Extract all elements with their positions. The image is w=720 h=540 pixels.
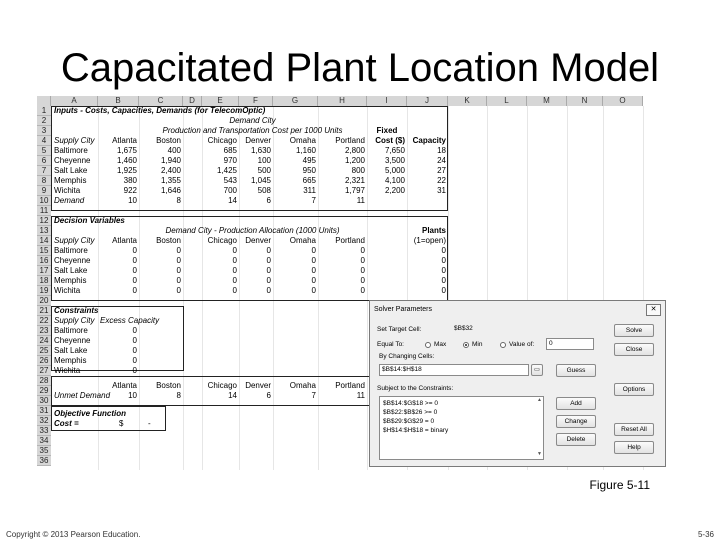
- cost-cell[interactable]: 495: [302, 156, 316, 165]
- prod-cost-label[interactable]: Production and Transportation Cost per 1000 Units: [162, 126, 343, 135]
- max-label: Max: [434, 341, 447, 348]
- cost-cell[interactable]: 1,940: [160, 156, 181, 165]
- supply-city-label[interactable]: Supply City: [54, 236, 95, 245]
- constraint-item[interactable]: $H$14:$H$18 = binary: [383, 427, 449, 434]
- capacity-cell[interactable]: 27: [437, 166, 446, 175]
- row-header[interactable]: 33: [37, 426, 51, 436]
- row-header[interactable]: 12: [37, 216, 51, 226]
- slide-title: Capacitated Plant Location Model: [60, 46, 660, 90]
- row-header[interactable]: 16: [37, 256, 51, 266]
- equal-to-label: Equal To:: [377, 341, 404, 348]
- city-header[interactable]: Boston: [156, 136, 181, 145]
- alloc-label[interactable]: Demand City - Production Allocation (1000 Units): [165, 226, 340, 235]
- cost-label[interactable]: Cost =: [54, 419, 79, 428]
- reset-all-button[interactable]: Reset All: [614, 423, 654, 436]
- city-header[interactable]: Atlanta: [112, 136, 137, 145]
- decision-section-title[interactable]: Decision Variables: [54, 216, 125, 225]
- capacity-cell[interactable]: 24: [437, 156, 446, 165]
- row-header[interactable]: 17: [37, 266, 51, 276]
- alloc-cell[interactable]: 0: [176, 286, 181, 295]
- value-of-input[interactable]: 0: [546, 338, 594, 350]
- cost-cell[interactable]: 1,200: [344, 156, 365, 165]
- supply-city[interactable]: Wichita: [54, 286, 81, 295]
- supply-city-label[interactable]: Supply City: [54, 136, 95, 145]
- row-header[interactable]: 32: [37, 416, 51, 426]
- column-header[interactable]: J: [407, 96, 448, 106]
- cost-cell[interactable]: 685: [223, 146, 237, 155]
- demand-cell[interactable]: 11: [356, 196, 365, 205]
- fixed-cost-cell[interactable]: 7,650: [384, 146, 405, 155]
- row-header[interactable]: 2: [37, 116, 51, 126]
- alloc-cell[interactable]: 0: [232, 286, 237, 295]
- fixed-cost-cell[interactable]: 5,000: [384, 166, 405, 175]
- row-header[interactable]: 19: [37, 286, 51, 296]
- alloc-cell[interactable]: 0: [266, 266, 271, 275]
- column-header[interactable]: G: [273, 96, 318, 106]
- row-header[interactable]: 1: [37, 106, 51, 116]
- alloc-cell[interactable]: 0: [176, 256, 181, 265]
- alloc-cell[interactable]: 0: [232, 276, 237, 285]
- plants-label[interactable]: Plants: [421, 226, 446, 235]
- supply-city[interactable]: Baltimore: [54, 246, 88, 255]
- alloc-cell[interactable]: 0: [360, 256, 365, 265]
- cost-cell[interactable]: 2,321: [344, 176, 365, 185]
- cost-value[interactable]: -: [148, 419, 151, 428]
- close-button[interactable]: Close: [614, 343, 654, 356]
- fixed-cost-cell[interactable]: 3,500: [384, 156, 405, 165]
- alloc-cell[interactable]: 0: [360, 266, 365, 275]
- supply-city[interactable]: Cheyenne: [54, 256, 91, 265]
- alloc-cell[interactable]: 0: [232, 246, 237, 255]
- row-header[interactable]: 31: [37, 406, 51, 416]
- cost-cell[interactable]: 311: [303, 186, 316, 195]
- row-header[interactable]: 11: [37, 206, 51, 216]
- demand-cell[interactable]: 7: [311, 196, 316, 205]
- figure-label: Figure 5-11: [589, 478, 650, 492]
- row-header[interactable]: 9: [37, 186, 51, 196]
- cost-cell[interactable]: 700: [223, 186, 237, 195]
- min-radio[interactable]: [463, 342, 469, 348]
- unmet-cell[interactable]: 14: [228, 391, 237, 400]
- row-header[interactable]: 26: [37, 356, 51, 366]
- column-header[interactable]: E: [202, 96, 239, 106]
- city-header[interactable]: Omaha: [289, 136, 316, 145]
- set-target-label: Set Target Cell:: [377, 326, 422, 333]
- cost-cell[interactable]: 1,045: [250, 176, 271, 185]
- excess-capacity-label[interactable]: Excess Capacity: [100, 316, 160, 325]
- cost-cell[interactable]: 1,630: [250, 146, 271, 155]
- column-header[interactable]: O: [603, 96, 643, 106]
- city-header[interactable]: Chicago: [207, 381, 237, 390]
- solver-title: Solver Parameters: [374, 306, 432, 313]
- alloc-cell[interactable]: 0: [311, 256, 316, 265]
- value-of-label: Value of:: [509, 341, 535, 348]
- min-label: Min: [472, 341, 483, 348]
- column-header[interactable]: L: [487, 96, 527, 106]
- cost-cell[interactable]: 665: [302, 176, 316, 185]
- change-button[interactable]: Change: [556, 415, 596, 428]
- demand-cell[interactable]: 10: [128, 196, 137, 205]
- row-header[interactable]: 10: [37, 196, 51, 206]
- cost-cell[interactable]: 500: [257, 166, 271, 175]
- scroll-down-icon[interactable]: ▼: [537, 451, 542, 457]
- unmet-cell[interactable]: 10: [128, 391, 137, 400]
- city-header[interactable]: Atlanta: [112, 236, 137, 245]
- city-header[interactable]: Denver: [245, 381, 271, 390]
- alloc-cell[interactable]: 0: [266, 246, 271, 255]
- city-header[interactable]: Denver: [245, 136, 271, 145]
- supply-city[interactable]: Memphis: [54, 176, 87, 185]
- alloc-cell[interactable]: 0: [132, 276, 137, 285]
- cost-cell[interactable]: 1,925: [116, 166, 137, 175]
- column-header[interactable]: C: [139, 96, 183, 106]
- fixed-cost-label[interactable]: Cost ($): [375, 136, 405, 145]
- row-header[interactable]: 20: [37, 296, 51, 306]
- alloc-cell[interactable]: 0: [311, 246, 316, 255]
- city-header[interactable]: Portland: [335, 236, 365, 245]
- cost-cell[interactable]: 543: [223, 176, 237, 185]
- page-number: 5-36: [697, 530, 714, 539]
- alloc-cell[interactable]: 0: [360, 286, 365, 295]
- capacity-cell[interactable]: 22: [437, 176, 446, 185]
- row-header[interactable]: 25: [37, 346, 51, 356]
- row-header[interactable]: 28: [37, 376, 51, 386]
- guess-button[interactable]: Guess: [556, 364, 596, 377]
- supply-city[interactable]: Wichita: [54, 186, 81, 195]
- row-header[interactable]: 14: [37, 236, 51, 246]
- demand-cell[interactable]: 14: [228, 196, 237, 205]
- row-header[interactable]: 5: [37, 146, 51, 156]
- solve-button[interactable]: Solve: [614, 324, 654, 337]
- supply-city[interactable]: Memphis: [54, 356, 87, 365]
- cost-cell[interactable]: 1,355: [160, 176, 181, 185]
- cost-currency[interactable]: $: [119, 419, 124, 428]
- open-cell[interactable]: 0: [441, 246, 446, 255]
- supply-city[interactable]: Memphis: [54, 276, 87, 285]
- constraints-list[interactable]: [379, 396, 544, 460]
- supply-city[interactable]: Salt Lake: [54, 266, 88, 275]
- target-cell-field[interactable]: $B$32: [454, 325, 473, 332]
- row-header[interactable]: 34: [37, 436, 51, 446]
- cost-cell[interactable]: 1,646: [160, 186, 181, 195]
- changing-cells-input[interactable]: $B$14:$H$18: [379, 364, 529, 376]
- constraints-section-title[interactable]: Constraints: [54, 306, 99, 315]
- row-header[interactable]: 8: [37, 176, 51, 186]
- supply-city[interactable]: Cheyenne: [54, 336, 91, 345]
- cost-cell[interactable]: 1,460: [116, 156, 137, 165]
- cost-cell[interactable]: 380: [123, 176, 137, 185]
- constraint-item[interactable]: $B$22:$B$26 >= 0: [383, 409, 438, 416]
- constraint-item[interactable]: $B$29:$G$29 = 0: [383, 418, 435, 425]
- open-cell[interactable]: 0: [441, 286, 446, 295]
- row-header[interactable]: 27: [37, 366, 51, 376]
- capacity-cell[interactable]: 31: [437, 186, 446, 195]
- cost-cell[interactable]: 2,800: [344, 146, 365, 155]
- supply-city[interactable]: Salt Lake: [54, 346, 88, 355]
- changing-cells-label: By Changing Cells:: [379, 353, 435, 360]
- copyright-text: Copyright © 2013 Pearson Education.: [6, 530, 141, 539]
- fixed-cost-cell[interactable]: 2,200: [384, 186, 405, 195]
- solver-dialog: [369, 300, 666, 467]
- row-header[interactable]: 36: [37, 456, 51, 466]
- supply-city[interactable]: Baltimore: [54, 146, 88, 155]
- column-header[interactable]: I: [367, 96, 407, 106]
- subject-to-label: Subject to the Constraints:: [377, 385, 454, 392]
- alloc-cell[interactable]: 0: [360, 276, 365, 285]
- alloc-cell[interactable]: 0: [132, 286, 137, 295]
- excess-cell[interactable]: 0: [132, 356, 137, 365]
- unmet-cell[interactable]: 6: [266, 391, 271, 400]
- add-button[interactable]: Add: [556, 397, 596, 410]
- alloc-cell[interactable]: 0: [176, 276, 181, 285]
- city-header[interactable]: Boston: [156, 236, 181, 245]
- demand-cell[interactable]: 6: [266, 196, 271, 205]
- alloc-cell[interactable]: 0: [132, 246, 137, 255]
- cost-cell[interactable]: 100: [257, 156, 271, 165]
- row-header[interactable]: 4: [37, 136, 51, 146]
- capacity-label[interactable]: Capacity: [412, 136, 446, 145]
- city-header[interactable]: Boston: [156, 381, 181, 390]
- excess-cell[interactable]: 0: [132, 326, 137, 335]
- supply-city-label[interactable]: Supply City: [54, 316, 95, 325]
- open-label[interactable]: (1=open): [413, 236, 446, 245]
- alloc-cell[interactable]: 0: [132, 266, 137, 275]
- demand-cell[interactable]: 8: [176, 196, 181, 205]
- open-cell[interactable]: 0: [441, 266, 446, 275]
- row-header[interactable]: 18: [37, 276, 51, 286]
- alloc-cell[interactable]: 0: [266, 286, 271, 295]
- excess-cell[interactable]: 0: [132, 366, 137, 375]
- city-header[interactable]: Portland: [335, 136, 365, 145]
- cost-cell[interactable]: 970: [223, 156, 237, 165]
- alloc-cell[interactable]: 0: [311, 286, 316, 295]
- alloc-cell[interactable]: 0: [176, 246, 181, 255]
- row-header[interactable]: 13: [37, 226, 51, 236]
- fixed-label[interactable]: Fixed: [376, 126, 398, 135]
- help-button[interactable]: Help: [614, 441, 654, 454]
- unmet-cell[interactable]: 8: [176, 391, 181, 400]
- demand-label[interactable]: Demand: [54, 196, 85, 205]
- city-header[interactable]: Denver: [245, 236, 271, 245]
- column-header[interactable]: B: [98, 96, 139, 106]
- row-header[interactable]: 35: [37, 446, 51, 456]
- column-header[interactable]: D: [183, 96, 202, 106]
- city-header[interactable]: Omaha: [289, 381, 316, 390]
- cost-cell[interactable]: 922: [123, 186, 137, 195]
- alloc-cell[interactable]: 0: [132, 256, 137, 265]
- excess-cell[interactable]: 0: [132, 336, 137, 345]
- open-cell[interactable]: 0: [441, 256, 446, 265]
- supply-city[interactable]: Salt Lake: [54, 166, 88, 175]
- alloc-cell[interactable]: 0: [266, 276, 271, 285]
- fixed-cost-cell[interactable]: 4,100: [384, 176, 405, 185]
- supply-city[interactable]: Baltimore: [54, 326, 88, 335]
- row-header[interactable]: 29: [37, 386, 51, 396]
- alloc-cell[interactable]: 0: [311, 266, 316, 275]
- delete-button[interactable]: Delete: [556, 433, 596, 446]
- cost-cell[interactable]: 950: [302, 166, 316, 175]
- city-header[interactable]: Atlanta: [112, 381, 137, 390]
- close-icon[interactable]: ✕: [646, 304, 661, 316]
- supply-city[interactable]: Wichita: [54, 366, 81, 375]
- scroll-up-icon[interactable]: ▲: [537, 397, 542, 403]
- city-header[interactable]: Chicago: [207, 236, 237, 245]
- row-header[interactable]: 3: [37, 126, 51, 136]
- cost-cell[interactable]: 1,160: [295, 146, 316, 155]
- excess-cell[interactable]: 0: [132, 346, 137, 355]
- row-header[interactable]: 24: [37, 336, 51, 346]
- cost-cell[interactable]: 2,400: [160, 166, 181, 175]
- cost-cell[interactable]: 1,797: [344, 186, 365, 195]
- row-header[interactable]: 30: [37, 396, 51, 406]
- unmet-demand-label[interactable]: Unmet Demand: [54, 391, 111, 400]
- value-of-radio[interactable]: [500, 342, 506, 348]
- constraint-item[interactable]: $B$14:$G$18 >= 0: [383, 400, 438, 407]
- collapse-icon[interactable]: ▭: [531, 364, 543, 376]
- cost-cell[interactable]: 400: [167, 146, 181, 155]
- row-header[interactable]: 22: [37, 316, 51, 326]
- column-header[interactable]: A: [51, 96, 98, 106]
- row-header[interactable]: 6: [37, 156, 51, 166]
- objective-section-title[interactable]: Objective Function: [54, 409, 127, 418]
- unmet-cell[interactable]: 7: [311, 391, 316, 400]
- row-header[interactable]: 15: [37, 246, 51, 256]
- row-header[interactable]: 21: [37, 306, 51, 316]
- row-header[interactable]: 23: [37, 326, 51, 336]
- max-radio[interactable]: [425, 342, 431, 348]
- alloc-cell[interactable]: 0: [232, 266, 237, 275]
- city-header[interactable]: Chicago: [207, 136, 237, 145]
- alloc-cell[interactable]: 0: [266, 256, 271, 265]
- alloc-cell[interactable]: 0: [232, 256, 237, 265]
- alloc-cell[interactable]: 0: [176, 266, 181, 275]
- demand-city-label[interactable]: Demand City: [229, 116, 276, 125]
- alloc-cell[interactable]: 0: [311, 276, 316, 285]
- cost-cell[interactable]: 508: [257, 186, 271, 195]
- capacity-cell[interactable]: 18: [437, 146, 446, 155]
- cost-cell[interactable]: 800: [351, 166, 365, 175]
- supply-city[interactable]: Cheyenne: [54, 156, 91, 165]
- column-header[interactable]: M: [527, 96, 567, 106]
- open-cell[interactable]: 0: [441, 276, 446, 285]
- column-header[interactable]: K: [448, 96, 487, 106]
- column-header[interactable]: F: [239, 96, 273, 106]
- city-header[interactable]: Omaha: [289, 236, 316, 245]
- inputs-section-title[interactable]: Inputs - Costs, Capacities, Demands (for TelecomOptic): [54, 106, 266, 115]
- column-header[interactable]: H: [318, 96, 367, 106]
- row-header[interactable]: 7: [37, 166, 51, 176]
- cost-cell[interactable]: 1,675: [116, 146, 137, 155]
- city-header[interactable]: Portland: [335, 381, 365, 390]
- column-header[interactable]: N: [567, 96, 603, 106]
- cost-cell[interactable]: 1,425: [216, 166, 237, 175]
- unmet-cell[interactable]: 11: [356, 391, 365, 400]
- alloc-cell[interactable]: 0: [360, 246, 365, 255]
- corner-cell[interactable]: [37, 96, 51, 106]
- options-button[interactable]: Options: [614, 383, 654, 396]
